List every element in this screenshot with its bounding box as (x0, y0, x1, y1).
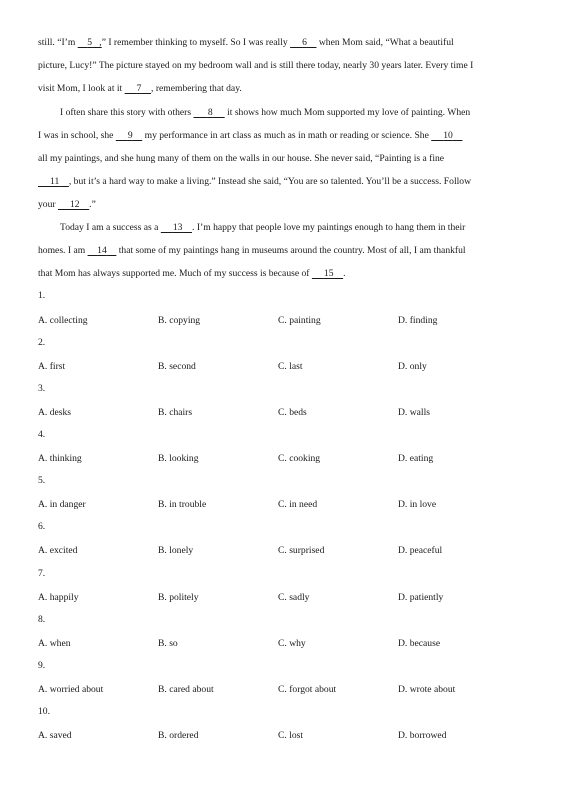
passage-text: my performance in art class as much as in math or reading or science. She (142, 130, 432, 141)
answer-blank-15 (312, 268, 346, 279)
option-b[interactable]: B. looking (158, 453, 199, 464)
option-a[interactable]: A. happily (38, 592, 79, 603)
blank-number: 11 (50, 176, 60, 187)
option-a[interactable]: A. first (38, 361, 66, 372)
blank-number: 10 (443, 130, 453, 141)
option-a[interactable]: A. in danger (38, 499, 86, 510)
option-d[interactable]: D. peaceful (398, 545, 443, 556)
passage-line (38, 31, 526, 54)
passage-text: .” (89, 199, 96, 210)
answer-blank-10 (431, 130, 462, 141)
option-c[interactable]: C. forgot about (278, 684, 337, 695)
passage-text: . I’m happy that people love my paintings enough to hang them in their (192, 222, 466, 233)
answer-blank-8 (194, 107, 225, 118)
passage-line (38, 262, 526, 285)
answer-blank-5: 5 , (87, 37, 102, 48)
passage-paragraph-2 (38, 101, 526, 216)
option-d[interactable]: D. wrote about (398, 684, 456, 695)
option-d[interactable]: D. patiently (398, 592, 444, 603)
question-number: 5. (38, 475, 46, 486)
option-a[interactable]: A. worried about (38, 684, 104, 695)
passage-line: picture, Lucy!” The picture stayed on my bedroom wall and is still there today, nearly 30 years later. Every time I (38, 60, 474, 71)
option-c[interactable]: C. sadly (278, 592, 310, 603)
option-d[interactable]: D. eating (398, 453, 434, 464)
blank-number: 13 (172, 222, 183, 233)
passage-line (38, 124, 526, 147)
question-number: 8. (38, 614, 46, 625)
option-c[interactable]: C. why (278, 638, 306, 649)
option-c[interactable]: C. beds (278, 407, 307, 418)
passage-line (38, 170, 526, 193)
blank-number: 12 (69, 199, 80, 210)
option-b[interactable]: B. ordered (158, 730, 199, 741)
blank-number: 14 (97, 245, 107, 256)
answer-blank-7 (125, 83, 151, 94)
passage-text: I was in school, she (38, 130, 116, 141)
passage-text: that Mom has always supported me. Much of my success is because of (38, 268, 312, 279)
question-number: 9. (38, 660, 46, 671)
option-d[interactable]: D. finding (398, 315, 438, 326)
question-number: 2. (38, 337, 46, 348)
passage-text: when Mom said, “What a beautiful (316, 37, 454, 48)
answer-blank-6 (290, 37, 316, 48)
option-b[interactable]: B. copying (158, 315, 201, 326)
answer-blank-11 (38, 176, 69, 187)
passage-text: your (38, 199, 58, 210)
option-c[interactable]: C. in need (278, 499, 318, 510)
option-a[interactable]: A. when (38, 638, 71, 649)
option-c[interactable]: C. lost (278, 730, 304, 741)
option-d[interactable]: D. because (398, 638, 441, 649)
passage-text: I often share this story with others (60, 107, 194, 118)
option-c[interactable]: C. cooking (278, 453, 321, 464)
passage-text: visit Mom, I look at it (38, 83, 125, 94)
question-number: 3. (38, 383, 46, 394)
option-b[interactable]: B. second (158, 361, 196, 372)
passage-text: it shows how much Mom supported my love of painting. When (224, 107, 471, 118)
question-number: 10. (38, 706, 50, 717)
passage-line (38, 101, 526, 124)
option-d[interactable]: D. in love (398, 499, 437, 510)
question-number: 4. (38, 429, 46, 440)
passage-text: . (343, 268, 346, 279)
option-c[interactable]: C. painting (278, 315, 321, 326)
passage-text: Today I am a success as a (60, 222, 161, 233)
blank-number: 15 (323, 268, 334, 279)
option-c[interactable]: C. last (278, 361, 303, 372)
passage-paragraph-1 (38, 31, 526, 100)
passage-text: , but it’s a hard way to make a living.” Instead she said, “You are so talented. You’ll be a success. Follow (68, 176, 471, 187)
option-a[interactable]: A. collecting (38, 315, 88, 326)
passage-text: still. “I’m (38, 37, 78, 48)
option-a[interactable]: A. saved (38, 730, 72, 741)
option-a[interactable]: A. desks (38, 407, 72, 418)
question-number: 1. (38, 290, 46, 301)
option-d[interactable]: D. walls (398, 407, 430, 418)
passage-line (38, 239, 526, 262)
answer-blank-9 (116, 130, 142, 141)
passage-text: , remembering that day. (151, 83, 242, 94)
blank-number: 6 (302, 37, 307, 48)
blank-number: 8 (207, 107, 213, 118)
blank-number: 9 (127, 130, 133, 141)
passage-paragraph-3 (38, 216, 526, 285)
blank-number: 7 (136, 83, 142, 94)
option-b[interactable]: B. so (158, 638, 178, 649)
passage-text: homes. I am (38, 245, 88, 256)
option-d[interactable]: D. borrowed (398, 730, 447, 741)
option-d[interactable]: D. only (398, 361, 427, 372)
question-number: 7. (38, 568, 46, 579)
answer-blank-14 (88, 245, 117, 256)
option-a[interactable]: A. thinking (38, 453, 82, 464)
passage-line (38, 216, 526, 239)
question-number: 6. (38, 521, 46, 532)
passage-text: that some of my paintings hang in museums around the country. Most of all, I am thankful (116, 245, 466, 256)
answer-blank-12 (58, 199, 89, 210)
passage-line (38, 193, 526, 216)
option-b[interactable]: B. chairs (158, 407, 193, 418)
passage-line: all my paintings, and she hung many of them on the walls in our house. She never said, “Painting is a fine (38, 153, 445, 164)
passage-text: ” I remember thinking to myself. So I was really (101, 37, 291, 48)
option-b[interactable]: B. politely (158, 592, 199, 603)
option-c[interactable]: C. surprised (278, 545, 325, 556)
option-a[interactable]: A. excited (38, 545, 78, 556)
answer-blank-13 (161, 222, 192, 233)
option-b[interactable]: B. cared about (158, 684, 214, 695)
blank-number: 5 (87, 37, 93, 48)
passage-line (38, 77, 526, 100)
option-b[interactable]: B. lonely (158, 545, 194, 556)
option-b[interactable]: B. in trouble (158, 499, 207, 510)
